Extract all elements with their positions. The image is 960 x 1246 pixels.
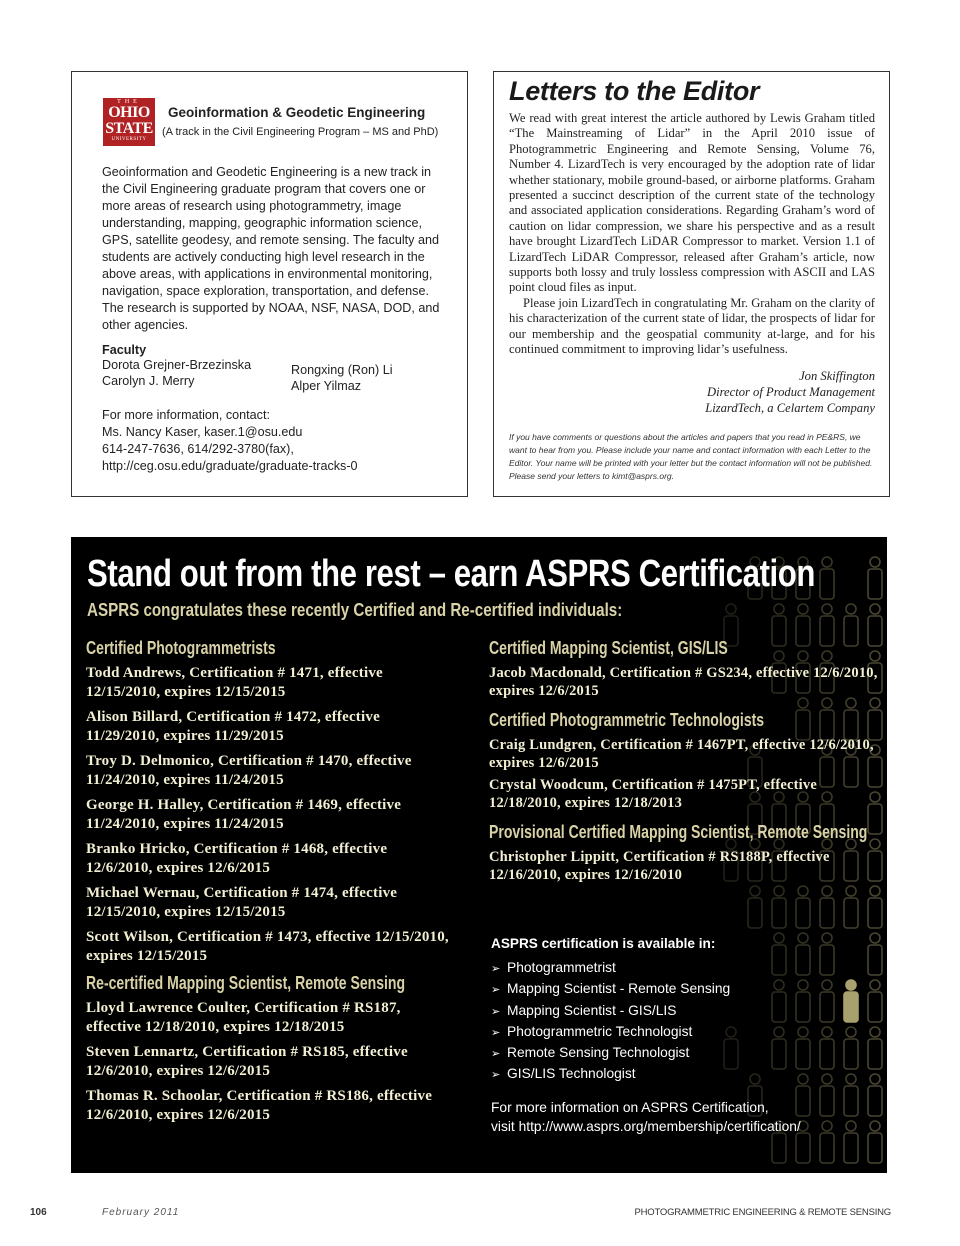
person-figure-icon — [868, 1121, 882, 1163]
faculty-member: Dorota Grejner-Brzezinska — [102, 358, 252, 372]
cert-right-column — [489, 638, 887, 888]
category-heading: Certified Photogrammetrists — [86, 638, 276, 658]
osu-subtitle: (A track in the Civil Engineering Program – MS and PhD) — [162, 126, 439, 138]
letters-title: Letters to the Editor — [509, 76, 760, 106]
category-heading: Provisional Certified Mapping Scientist, Remote Sensing — [489, 822, 868, 842]
letter-body — [509, 111, 875, 358]
cert-entry: Alison Billard, Certification # 1472, effective 11/29/2010, expires 11/29/2015 — [86, 709, 380, 744]
faculty-member: Alper Yilmaz — [291, 379, 361, 393]
category-heading: Certified Photogrammetric Technologists — [489, 710, 765, 730]
person-figure-icon — [820, 980, 834, 1022]
faculty-list — [102, 357, 447, 394]
list-item: ➢ Mapping Scientist - GIS/LIS — [491, 1001, 801, 1022]
person-figure-icon — [868, 557, 882, 599]
person-figure-icon — [820, 1027, 834, 1069]
contact-line: 614-247-7636, 614/292-3780(fax), — [102, 442, 294, 456]
person-figure-icon — [748, 886, 762, 928]
cert-entry: Christopher Lippitt, Certification # RS188P, effective 12/16/2010, expires 12/16/2010 — [489, 849, 830, 883]
contact-line: For more information, contact: — [102, 408, 270, 422]
person-figure-icon — [868, 1074, 882, 1116]
certification-availability — [491, 936, 801, 1136]
person-figure-icon — [868, 1027, 882, 1069]
cert-entry: Todd Andrews, Certification # 1471, effective 12/15/2010, expires 12/15/2015 — [86, 665, 383, 700]
letters-to-editor-box — [493, 71, 890, 497]
arrow-bullet-icon: ➢ — [491, 1069, 501, 1082]
category-heading: Certified Mapping Scientist, GIS/LIS — [489, 638, 728, 658]
cert-entry: Thomas R. Schoolar, Certification # RS186, effective 12/6/2010, expires 12/6/2015 — [86, 1088, 433, 1123]
arrow-bullet-icon: ➢ — [491, 984, 501, 997]
faculty-member: Carolyn J. Merry — [102, 374, 195, 388]
faculty-heading: Faculty — [102, 343, 147, 357]
osu-contact — [102, 407, 447, 475]
cert-entry: George H. Halley, Certification # 1469, effective 11/24/2010, expires 11/24/2015 — [86, 797, 402, 832]
osu-logo: THE OHIO STATE UNIVERSITY — [103, 98, 155, 146]
list-item: ➢ Remote Sensing Technologist — [491, 1043, 801, 1064]
cert-entry: Steven Lennartz, Certification # RS185, effective 12/6/2010, expires 12/6/2015 — [86, 1044, 408, 1079]
cert-entry: Crystal Woodcum, Certification # 1475PT, effective 12/18/2010, expires 12/18/2013 — [489, 777, 817, 811]
osu-description: Geoinformation and Geodetic Engineering is a new track in the Civil Engineering graduate program that covers one or more areas of research using photogrammetry, image understanding, mapping, geographic information science, GPS, satellite geodesy, and remote sensing. The faculty and students are actively conducting high level research in the above areas, with applications in environmental monitoring, navigation, space exploration, transportation, and defense. The research is supported by NOAA, NSF, NASA, DOD, and other agencies. — [102, 165, 440, 332]
osu-program-box — [71, 71, 468, 497]
faculty-member: Rongxing (Ron) Li — [291, 363, 393, 377]
person-figure-icon — [820, 1074, 834, 1116]
availability-list — [491, 958, 801, 1086]
cert-entry: Michael Wernau, Certification # 1474, effective 12/15/2010, expires 12/15/2015 — [86, 885, 398, 920]
osu-title: Geoinformation & Geodetic Engineering — [168, 105, 426, 120]
osu-header — [102, 98, 447, 146]
person-figure-icon — [844, 980, 858, 1022]
contact-line: http://ceg.osu.edu/graduate/graduate-tracks-0 — [102, 459, 358, 473]
person-figure-icon — [844, 1074, 858, 1116]
letter-paragraph: Please join LizardTech in congratulating Mr. Graham on the clarity of his characterization of the current state of lidar, the prospects of lidar for our membership and the geospatial community at-large, and for his continued commitment to improving lidar’s usefulness. — [509, 295, 875, 357]
person-figure-icon — [820, 557, 834, 599]
person-figure-icon — [820, 933, 834, 975]
person-figure-icon — [844, 1027, 858, 1069]
list-item: ➢ Photogrammetrist — [491, 958, 801, 979]
page-number: 106 — [30, 1207, 47, 1218]
person-figure-icon — [820, 886, 834, 928]
cert-entry: Troy D. Delmonico, Certification # 1470, effective 11/24/2010, expires 11/24/2015 — [86, 753, 412, 788]
cert-left-column — [86, 638, 456, 1131]
issue-date: February 2011 — [102, 1207, 180, 1218]
person-figure-icon — [796, 886, 810, 928]
arrow-bullet-icon: ➢ — [491, 1005, 501, 1018]
contact-line: Ms. Nancy Kaser, kaser.1@osu.edu — [102, 425, 303, 439]
list-item: ➢ GIS/LIS Technologist — [491, 1064, 801, 1085]
cert-subhead: ASPRS congratulates these recently Certified and Re-certified individuals: — [87, 599, 623, 620]
journal-name: PHOTOGRAMMETRIC ENGINEERING & REMOTE SENSING — [634, 1207, 891, 1218]
person-figure-icon — [844, 886, 858, 928]
cert-entry: Branko Hricko, Certification # 1468, effective 12/6/2010, expires 12/6/2015 — [86, 841, 388, 876]
letter-paragraph: We read with great interest the article authored by Lewis Graham titled “The Mainstreaming of Lidar” in the April 2010 issue of Photogrammetric Engineering and Remote Sensing, Volume 76, Number 4. LizardTech is very encouraged by the adoption rate of lidar whether stationary, mobile ground-based, or airborne platforms. Graham presented a succinct description of the current state of the technology and associated application considerations. Regarding Graham’s word of caution on lidar compression, we share his perspective and as a result have brought LizardTech LiDAR Compressor to market. Version 1.1 of LizardTech LiDAR Compressor, released after Graham’s article, now supports both lossy and truly lossless compression with ASCII and LAS point cloud files as input. — [509, 111, 875, 295]
list-item: ➢ Photogrammetric Technologist — [491, 1022, 801, 1043]
letter-signature: Jon Skiffington Director of Product Management LizardTech, a Celartem Company — [705, 368, 875, 415]
category-heading: Re-certified Mapping Scientist, Remote Sensing — [86, 973, 406, 993]
arrow-bullet-icon: ➢ — [491, 963, 501, 975]
cert-entry: Lloyd Lawrence Coulter, Certification # RS187, effective 12/18/2010, expires 12/18/2015 — [86, 1000, 401, 1035]
person-figure-icon — [868, 933, 882, 975]
person-figure-icon — [868, 886, 882, 928]
arrow-bullet-icon: ➢ — [491, 1048, 501, 1061]
page-footer — [30, 1206, 891, 1222]
cert-entry: Craig Lundgren, Certification # 1467PT, effective 12/6/2010, expires 12/6/2015 — [489, 737, 874, 771]
person-figure-icon — [844, 1121, 858, 1163]
cert-headline: Stand out from the rest – earn ASPRS Certification — [87, 553, 816, 595]
letters-note: If you have comments or questions about the articles and papers that you read in PE&RS, we want to hear from you. Please include your name and contact information with each Letter to the Editor. Your name will be printed with your letter but the contact information will not be published. Please send your letters to kimt@asprs.org. — [509, 431, 873, 481]
availability-title: ASPRS certification is available in: — [491, 936, 716, 951]
cert-entry: Scott Wilson, Certification # 1473, effective 12/15/2010, expires 12/15/2015 — [86, 929, 449, 964]
person-figure-icon — [868, 980, 882, 1022]
certification-panel — [71, 537, 887, 1173]
person-figure-icon — [820, 1121, 834, 1163]
cert-entry: Jacob Macdonald, Certification # GS234, effective 12/6/2010, expires 12/6/2015 — [489, 665, 878, 699]
more-info: For more information on ASPRS Certification, visit http://www.asprs.org/membership/certification/ — [491, 1099, 801, 1134]
certification-link[interactable]: visit http://www.asprs.org/membership/certification/ — [491, 1118, 801, 1134]
list-item: ➢ Mapping Scientist - Remote Sensing — [491, 979, 801, 1000]
arrow-bullet-icon: ➢ — [491, 1026, 501, 1039]
person-figure-icon — [772, 886, 786, 928]
